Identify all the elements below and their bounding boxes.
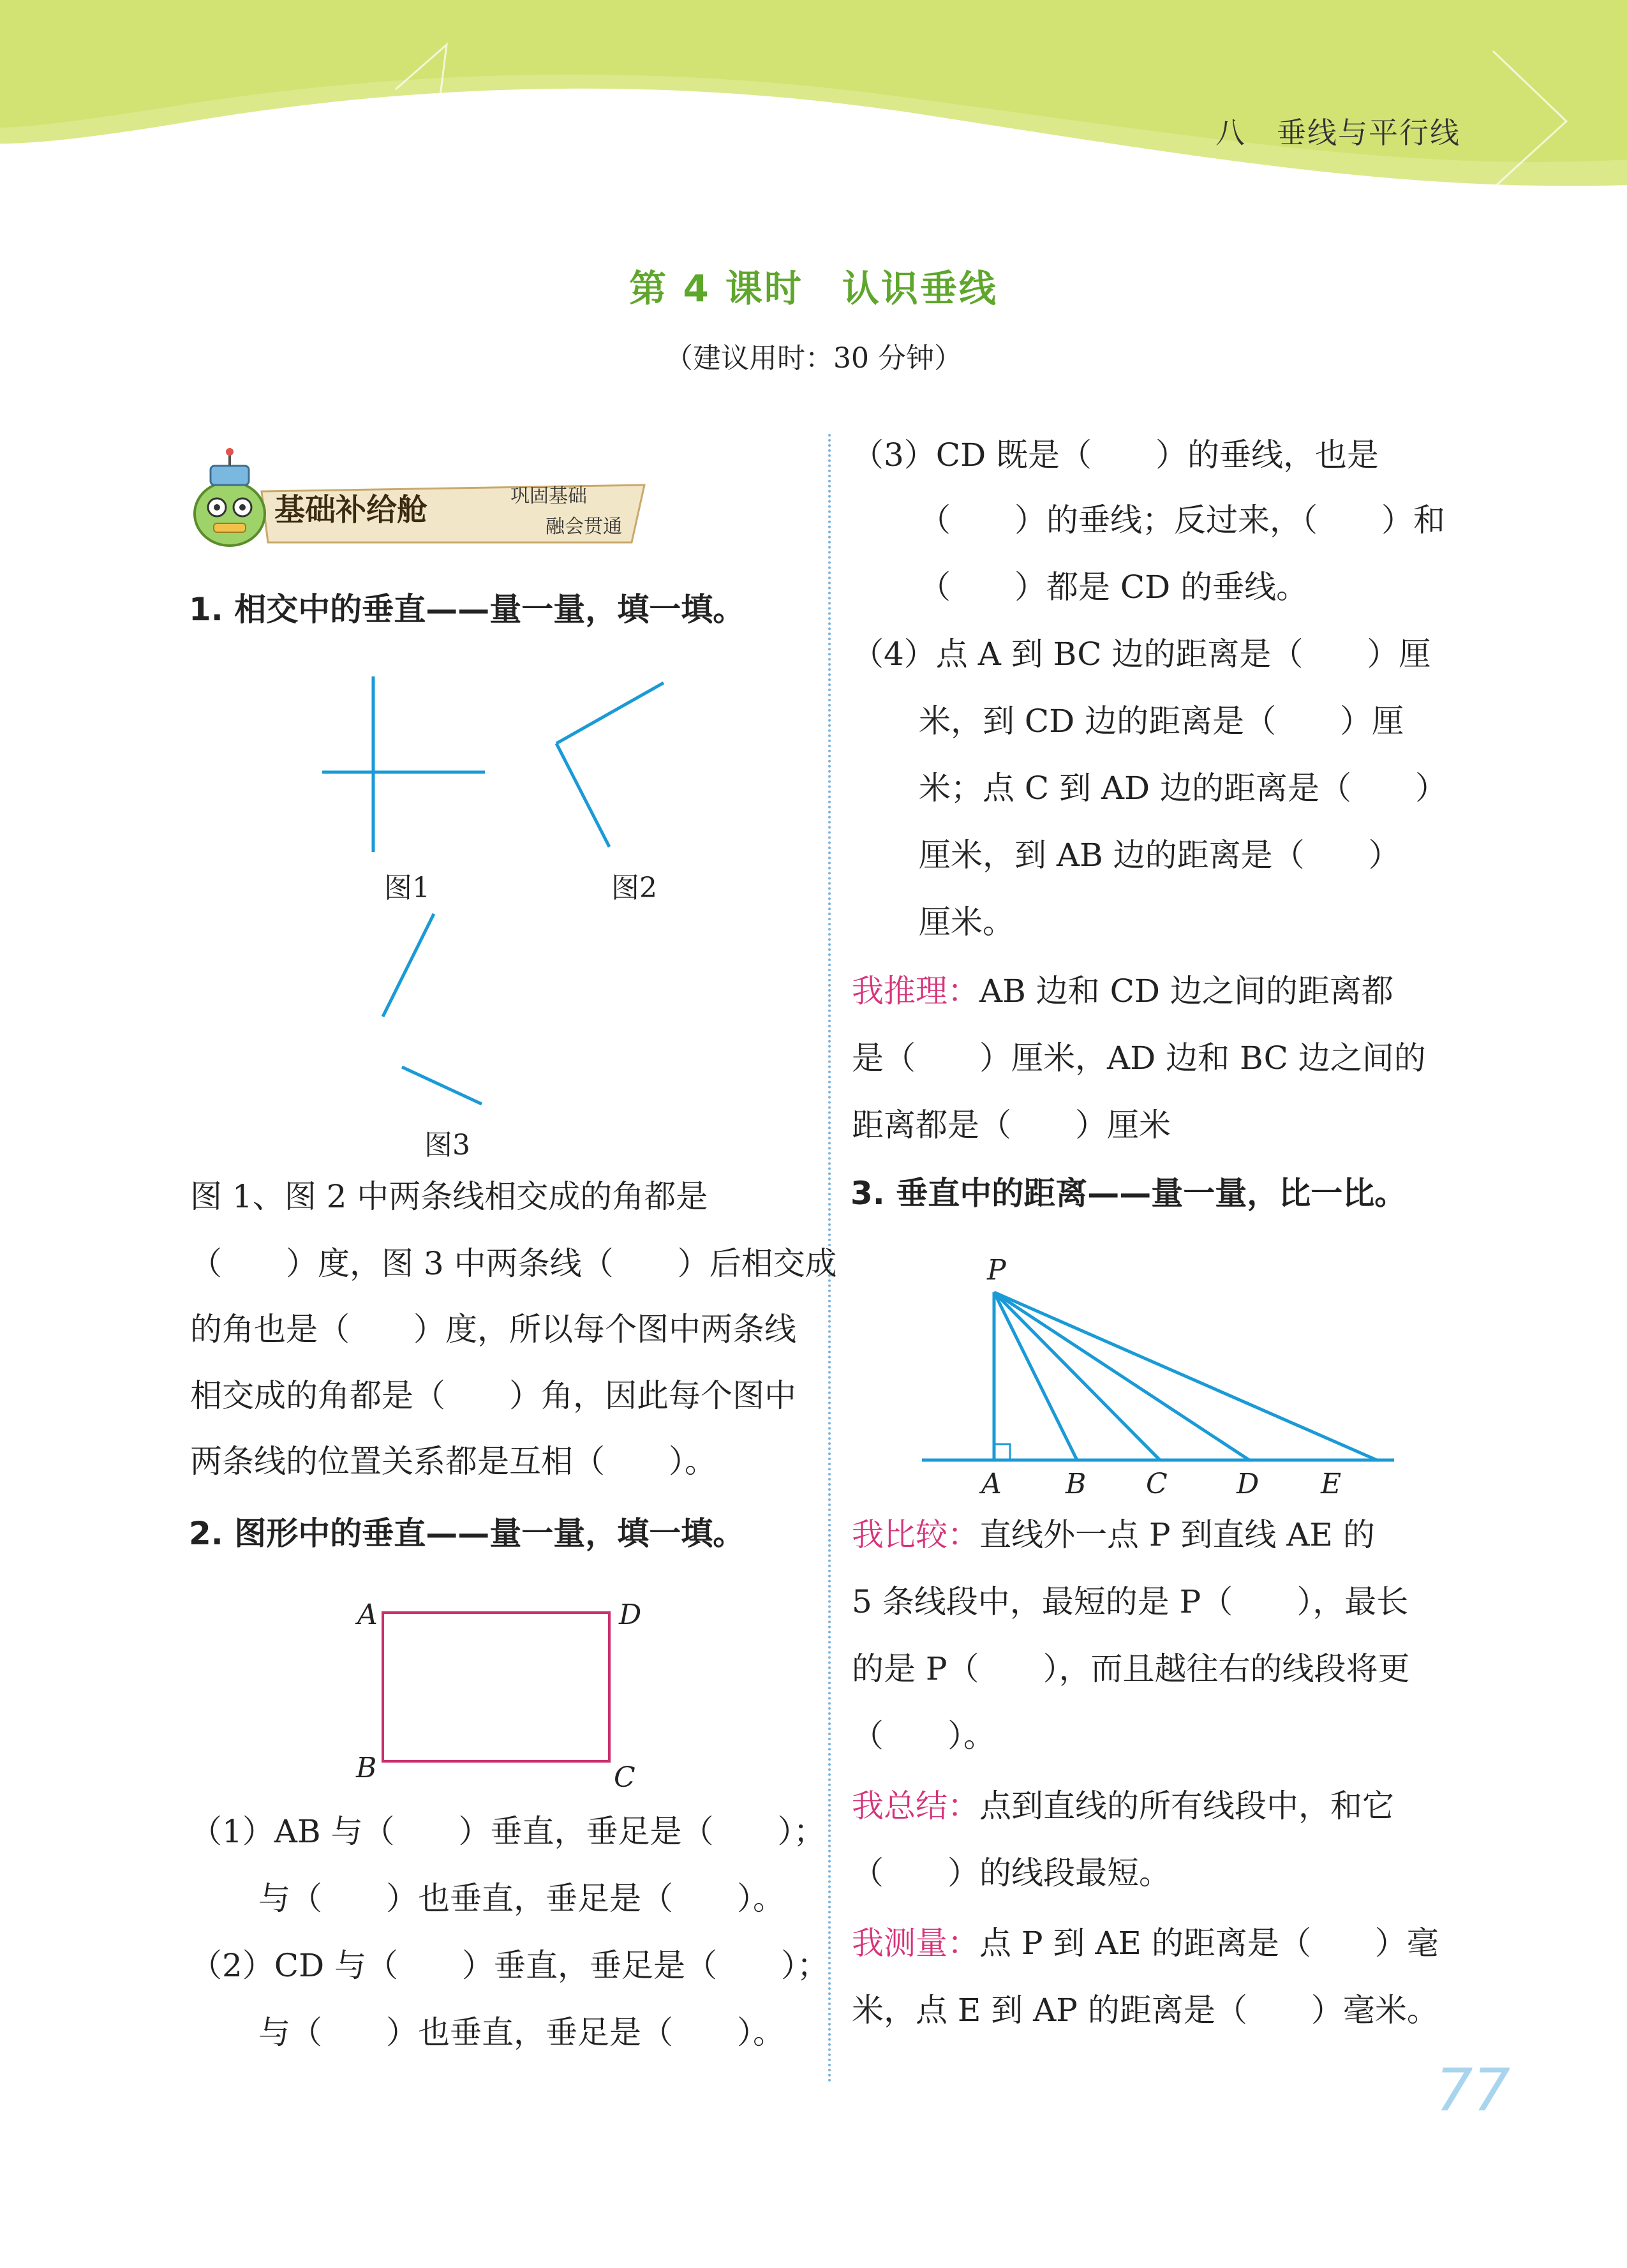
q2-text-line: （2）CD 与（ ）垂直，垂足是（ ）； (190, 1947, 829, 1984)
reason-text: AB 边和 CD 边之间的距离都 (979, 973, 1393, 1010)
q2-cont-line: （4）点 A 到 BC 边的距离是（ ）厘 (852, 636, 1431, 673)
vertex-c-label: C (614, 1761, 635, 1794)
measure-text: 点 P 到 AE 的距离是（ ）毫 (979, 1925, 1439, 1962)
section-badge-title: 基础补给舱 (274, 492, 428, 528)
point-a-label: A (981, 1468, 1002, 1500)
q2-cont-line: （3）CD 既是（ ）的垂线，也是 (852, 436, 1379, 474)
fig1-label: 图1 (384, 872, 430, 904)
q2-cont-line: （ ）的垂线；反过来，（ ）和 (919, 502, 1445, 539)
measure-line-2: 米，点 E 到 AP 的距离是（ ）毫米。 (852, 1992, 1439, 2029)
q1-text-line: 的角也是（ ）度，所以每个图中两条线 (190, 1311, 796, 1348)
fig3-line-1 (383, 914, 434, 1017)
compare-text: 直线外一点 P 到直线 AE 的 (979, 1516, 1375, 1553)
point-e-label: E (1321, 1468, 1342, 1500)
q1-text-line: 相交成的角都是（ ）角，因此每个图中 (190, 1377, 796, 1414)
question-3-title: 3. 垂直中的距离——量一量，比一比。 (851, 1175, 1407, 1212)
summary-tag: 我总结： (852, 1787, 979, 1824)
compare-line-4: （ ）。 (852, 1717, 995, 1754)
compare-tag: 我比较： (852, 1516, 979, 1553)
q3-distance-figure (919, 1273, 1442, 1477)
lesson-title: 第 4 课时 认识垂线 (629, 267, 998, 310)
q2-rectangle-figure (354, 1592, 648, 1796)
q2-text-line: 与（ ）也垂直，垂足是（ ）。 (258, 2014, 785, 2051)
fig3-line-2 (402, 1067, 482, 1104)
point-c-label: C (1146, 1468, 1168, 1500)
q1-text-line: 两条线的位置关系都是互相（ ）。 (190, 1443, 717, 1480)
fig2-label: 图2 (611, 872, 657, 904)
fig2-line-2 (556, 743, 609, 847)
summary-text: 点到直线的所有线段中，和它 (979, 1787, 1394, 1824)
point-b-label: B (1066, 1468, 1087, 1500)
segment-pb (994, 1292, 1077, 1460)
point-d-label: D (1237, 1468, 1259, 1500)
rectangle-abcd (383, 1613, 609, 1761)
q2-text-line: 与（ ）也垂直，垂足是（ ）。 (258, 1880, 785, 1917)
right-angle-mark (994, 1444, 1010, 1460)
fig3-label: 图3 (424, 1129, 470, 1161)
vertex-b-label: B (356, 1752, 377, 1784)
section-badge-subtitle-2: 融会贯通 (546, 516, 622, 538)
compare-line-2: 5 条线段中，最短的是 P（ ），最长 (852, 1583, 1409, 1620)
question-2-title: 2. 图形中的垂直——量一量，填一填。 (189, 1515, 745, 1552)
reason-line-2: 是（ ）厘米，AD 边和 BC 边之间的 (852, 1040, 1426, 1077)
suggested-time: （建议用时：30 分钟） (665, 342, 962, 375)
fig2-line-1 (556, 683, 664, 743)
vertex-a-label: A (357, 1599, 378, 1631)
q1-text-line: 图 1、图 2 中两条线相交成的角都是 (190, 1178, 708, 1215)
section-badge-subtitle-1: 巩固基础 (510, 485, 587, 507)
q2-cont-line: 厘米，到 AB 边的距离是（ ） (919, 837, 1400, 874)
reason-line-3: 距离都是（ ）厘米 (852, 1107, 1171, 1144)
reason-tag: 我推理： (852, 973, 979, 1010)
measure-line-1 (852, 1925, 1439, 1962)
compare-line-3: 的是 P（ ），而且越往右的线段将更 (852, 1650, 1410, 1687)
chapter-heading: 八 垂线与平行线 (1215, 116, 1460, 150)
q2-cont-line: （ ）都是 CD 的垂线。 (919, 569, 1309, 606)
measure-tag: 我测量： (852, 1925, 979, 1962)
question-1-title: 1. 相交中的垂直——量一量，填一填。 (189, 591, 745, 628)
q2-cont-line: 米；点 C 到 AD 边的距离是（ ） (919, 770, 1448, 807)
summary-line-2: （ ）的线段最短。 (852, 1854, 1171, 1891)
segment-pe (994, 1292, 1377, 1460)
summary-line-1 (852, 1787, 1394, 1824)
point-p-label: P (987, 1254, 1006, 1287)
header-wave-banner (0, 0, 1627, 204)
q2-cont-line: 米，到 CD 边的距离是（ ）厘 (919, 703, 1404, 740)
segment-pd (994, 1292, 1249, 1460)
q2-text-line: （1）AB 与（ ）垂直，垂足是（ ）； (190, 1813, 826, 1850)
q1-text-line: （ ）度，图 3 中两条线（ ）后相交成 (190, 1245, 837, 1282)
vertex-d-label: D (619, 1599, 642, 1631)
page-number: 77 (1436, 2056, 1511, 2124)
compare-line-1 (852, 1516, 1375, 1553)
q2-cont-line: 厘米。 (919, 904, 1014, 941)
segment-pc (994, 1292, 1160, 1460)
reason-line-1 (852, 973, 1393, 1010)
